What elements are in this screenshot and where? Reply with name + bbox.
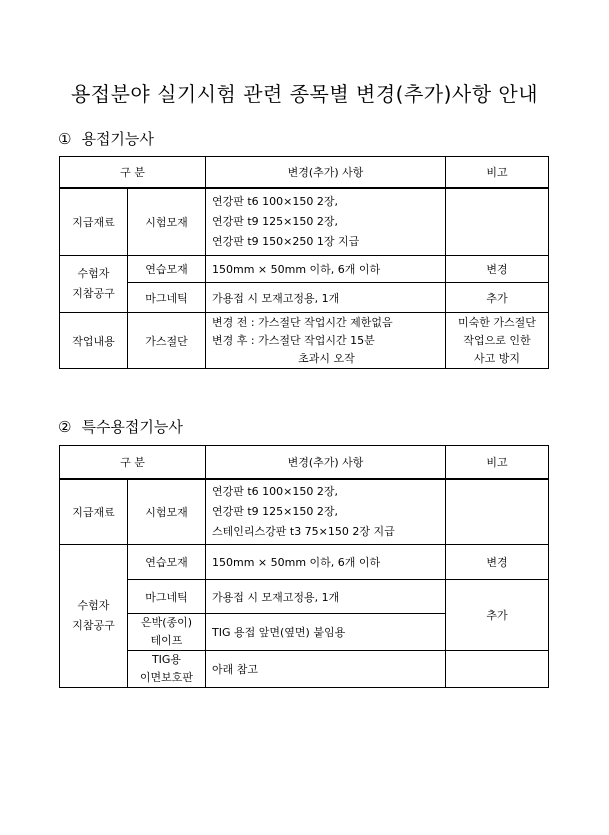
change-line: 연강판 t6 100×150 2장, (212, 484, 339, 498)
note-line: 미숙한 가스절단 (458, 315, 536, 329)
header-note: 비고 (446, 157, 549, 188)
item-cell: 시험모재 (128, 479, 206, 545)
change-cell (206, 313, 446, 369)
section-1-table (59, 156, 549, 369)
table-header-row (60, 446, 549, 479)
change-line: 연강판 t9 125×150 2장, (212, 504, 339, 518)
change-line: 스테인리스강판 t3 75×150 2장 지급 (212, 524, 395, 538)
category-cell (60, 545, 128, 688)
change-line: 변경 후 : 가스절단 작업시간 15분 (212, 333, 375, 347)
header-division: 구 분 (60, 157, 206, 188)
section-1-name: 용접기능사 (81, 130, 154, 148)
change-line: 연강판 t9 150×250 1장 지급 (212, 234, 360, 248)
table-row (60, 256, 549, 283)
note-cell (446, 188, 549, 256)
section-1-number: ① (58, 130, 72, 148)
item-cell: 마그네틱 (128, 580, 206, 614)
item-line: TIG용 (151, 653, 182, 666)
change-cell: 가용접 시 모재고정용, 1개 (206, 283, 446, 313)
item-cell: 연습모재 (128, 256, 206, 283)
change-cell: 아래 참고 (206, 651, 446, 688)
category-line: 수험자 (77, 267, 110, 280)
category-cell: 작업내용 (60, 313, 128, 369)
change-line: 연강판 t6 100×150 2장, (212, 194, 339, 208)
table-row (60, 188, 549, 256)
category-cell (60, 256, 128, 313)
page-title: 용접분야 실기시험 관련 종목별 변경(추가)사항 안내 (70, 82, 539, 106)
table-row (60, 479, 549, 545)
note-cell (446, 651, 549, 688)
item-cell: 시험모재 (128, 188, 206, 256)
change-cell (206, 188, 446, 256)
note-cell: 변경 (446, 545, 549, 580)
change-line: 변경 전 : 가스절단 작업시간 제한없음 (212, 315, 393, 329)
section-1-heading (58, 128, 154, 149)
item-line: 테이프 (150, 634, 183, 647)
table-row (60, 580, 549, 614)
note-line: 사고 방지 (473, 351, 520, 365)
change-cell: 150mm × 50mm 이하, 6개 이하 (206, 256, 446, 283)
header-change: 변경(추가) 사항 (206, 157, 446, 188)
note-cell (446, 313, 549, 369)
note-cell: 추가 (446, 283, 549, 313)
table-row (60, 651, 549, 688)
section-2-name: 특수용접기능사 (81, 418, 183, 436)
header-note: 비고 (446, 446, 549, 479)
category-cell: 지급재료 (60, 188, 128, 256)
item-cell: 마그네틱 (128, 283, 206, 313)
table-row (60, 545, 549, 580)
note-cell: 추가 (446, 580, 549, 651)
change-cell: 150mm × 50mm 이하, 6개 이하 (206, 545, 446, 580)
item-line: 은박(종이) (140, 616, 193, 629)
change-cell: TIG 용접 앞면(옆면) 붙임용 (206, 614, 446, 651)
item-cell (128, 614, 206, 651)
category-line: 지참공구 (72, 619, 115, 632)
item-cell (128, 651, 206, 688)
header-change: 변경(추가) 사항 (206, 446, 446, 479)
change-cell (206, 479, 446, 545)
note-cell: 변경 (446, 256, 549, 283)
category-cell: 지급재료 (60, 479, 128, 545)
section-2-table (59, 445, 549, 688)
category-line: 지참공구 (72, 287, 115, 300)
change-cell: 가용접 시 모재고정용, 1개 (206, 580, 446, 614)
category-line: 수험자 (77, 599, 110, 612)
note-cell (446, 479, 549, 545)
section-2-number: ② (58, 418, 72, 436)
note-line: 작업으로 인한 (463, 333, 531, 347)
item-cell: 가스절단 (128, 313, 206, 369)
table-header-row (60, 157, 549, 188)
change-line: 연강판 t9 125×150 2장, (212, 214, 339, 228)
table-row (60, 283, 549, 313)
table-row (60, 313, 549, 369)
item-cell: 연습모재 (128, 545, 206, 580)
header-division: 구 분 (60, 446, 206, 479)
section-2-heading (58, 416, 183, 437)
change-line: 초과시 오작 (298, 351, 355, 365)
item-line: 이면보호판 (139, 671, 194, 684)
